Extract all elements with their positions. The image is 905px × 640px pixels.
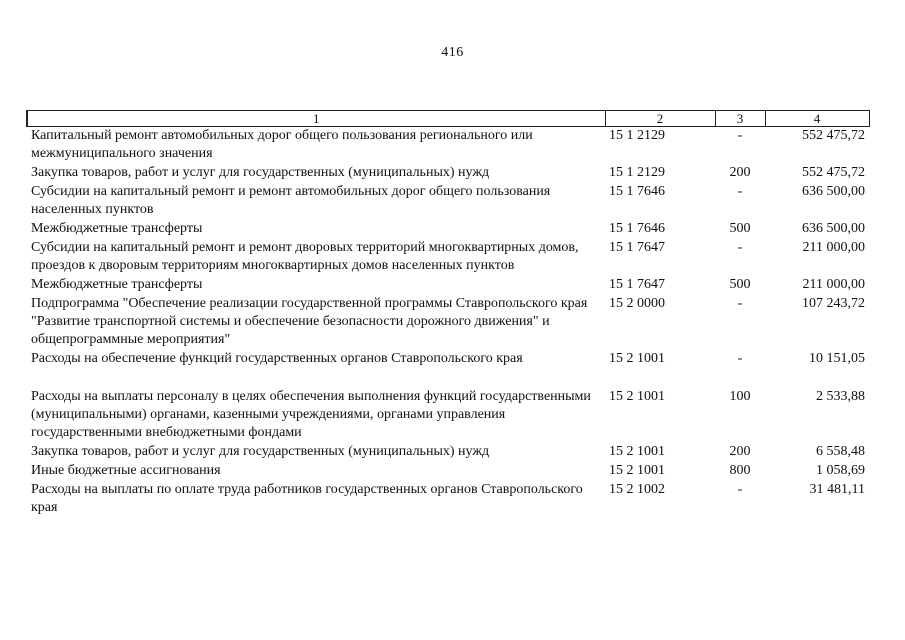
row-type: - bbox=[737, 351, 743, 366]
table-row bbox=[27, 295, 869, 350]
row-amount: 31 481,11 bbox=[809, 482, 865, 497]
row-name: Межбюджетные трансферты bbox=[31, 221, 203, 236]
row-type: 200 bbox=[729, 165, 751, 180]
header-col-1: 1 bbox=[27, 111, 605, 127]
row-name: Субсидии на капитальный ремонт и ремонт автомобильных дорог общего пользования населенных пунктов bbox=[31, 184, 551, 217]
row-code: 15 2 1002 bbox=[609, 482, 665, 497]
table-row bbox=[27, 276, 869, 295]
table-row bbox=[27, 127, 869, 165]
row-amount: 636 500,00 bbox=[802, 184, 865, 199]
row-name: Межбюджетные трансферты bbox=[31, 277, 203, 292]
row-name: Субсидии на капитальный ремонт и ремонт дворовых территорий многоквартирных домов, проездов к дворовым территориям многоквартирных домов населенных пунктов bbox=[31, 240, 579, 273]
table-row bbox=[27, 481, 869, 518]
row-type: 800 bbox=[729, 463, 751, 478]
row-name: Подпрограмма "Обеспечение реализации государственной программы Ставропольского края "Развитие транспортной системы и обеспечение безопасности дорожного движения" и общепрограммные мероприятия" bbox=[31, 296, 588, 347]
row-type: 100 bbox=[729, 389, 751, 404]
row-name: Расходы на выплаты по оплате труда работников государственных органов Ставропольского края bbox=[31, 482, 583, 515]
row-type: - bbox=[737, 240, 743, 255]
row-name: Закупка товаров, работ и услуг для государственных (муниципальных) нужд bbox=[31, 165, 490, 180]
row-amount: 2 533,88 bbox=[816, 389, 865, 404]
row-code: 15 2 1001 bbox=[609, 463, 665, 478]
header-row bbox=[27, 111, 869, 127]
row-name: Закупка товаров, работ и услуг для государственных (муниципальных) нужд bbox=[31, 444, 490, 459]
table-row bbox=[27, 350, 869, 388]
row-type: - bbox=[737, 184, 743, 199]
row-name: Иные бюджетные ассигнования bbox=[31, 463, 221, 478]
table-row bbox=[27, 183, 869, 220]
table-row bbox=[27, 443, 869, 462]
table-body bbox=[27, 127, 869, 519]
row-name: Расходы на выплаты персоналу в целях обеспечения выполнения функций государственными (муниципальными) органами, казенными учреждениями, органами управления государственными внебюджетными фондами bbox=[31, 389, 591, 440]
row-type: 500 bbox=[729, 221, 751, 236]
table-row bbox=[27, 220, 869, 239]
row-amount: 107 243,72 bbox=[802, 296, 865, 311]
row-amount: 211 000,00 bbox=[802, 277, 865, 292]
header-col-4: 4 bbox=[765, 111, 869, 127]
table-row bbox=[27, 164, 869, 183]
table-row bbox=[27, 462, 869, 481]
row-amount: 6 558,48 bbox=[816, 444, 865, 459]
row-name: Капитальный ремонт автомобильных дорог общего пользования регионального или межмуниципального значения bbox=[31, 128, 533, 161]
table-row bbox=[27, 239, 869, 276]
row-code: 15 2 1001 bbox=[609, 444, 665, 459]
row-code: 15 2 0000 bbox=[609, 296, 665, 311]
row-name: Расходы на обеспечение функций государственных органов Ставропольского края bbox=[31, 351, 523, 366]
row-code: 15 1 2129 bbox=[609, 128, 665, 143]
row-amount: 552 475,72 bbox=[802, 165, 865, 180]
header-col-2: 2 bbox=[605, 111, 715, 127]
budget-table-container bbox=[26, 110, 868, 518]
row-amount: 552 475,72 bbox=[802, 128, 865, 143]
row-type: - bbox=[737, 128, 743, 143]
row-code: 15 1 7646 bbox=[609, 221, 665, 236]
row-type: - bbox=[737, 296, 743, 311]
row-amount: 636 500,00 bbox=[802, 221, 865, 236]
budget-table bbox=[26, 110, 870, 518]
row-type: 200 bbox=[729, 444, 751, 459]
row-code: 15 1 7647 bbox=[609, 240, 665, 255]
row-code: 15 2 1001 bbox=[609, 389, 665, 404]
row-type: 500 bbox=[729, 277, 751, 292]
row-code: 15 1 2129 bbox=[609, 165, 665, 180]
row-amount: 10 151,05 bbox=[809, 351, 865, 366]
row-amount: 211 000,00 bbox=[802, 240, 865, 255]
row-amount: 1 058,69 bbox=[816, 463, 865, 478]
header-col-3: 3 bbox=[715, 111, 765, 127]
page-number: 416 bbox=[441, 45, 464, 60]
table-row bbox=[27, 388, 869, 443]
table-header bbox=[27, 111, 869, 127]
row-code: 15 1 7647 bbox=[609, 277, 665, 292]
row-code: 15 1 7646 bbox=[609, 184, 665, 199]
row-type: - bbox=[737, 482, 743, 497]
row-code: 15 2 1001 bbox=[609, 351, 665, 366]
